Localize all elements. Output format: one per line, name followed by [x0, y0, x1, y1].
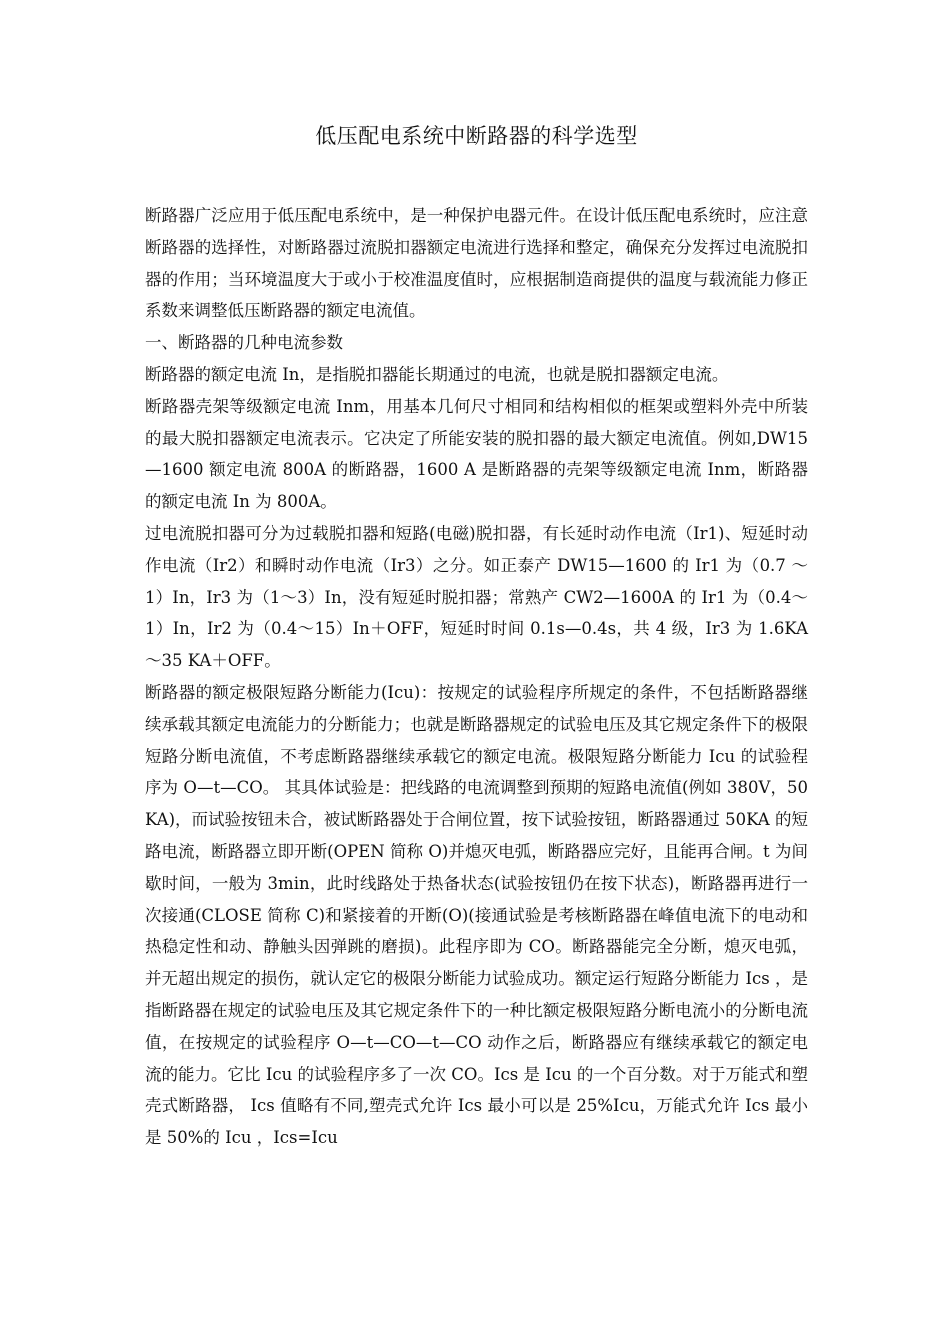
frame-current-paragraph: 断路器壳架等级额定电流 Inm，用基本几何尺寸相同和结构相似的框架或塑料外壳中所装的最大脱扣器额定电流表示。它决定了所能安装的脱扣器的最大额定电流值。例如,DW15—1600 额定电流 800A 的断路器，1600 A 是断路器的壳架等级额定电流 Inm，断路器的额定电流 In 为 800A。 — [145, 396, 808, 512]
trip-unit-paragraph: 过电流脱扣器可分为过载脱扣器和短路(电磁)脱扣器，有长延时动作电流（Ir1)、短延时动作电流（Ir2）和瞬时动作电流（Ir3）之分。如正泰产 DW15—1600 的 Ir1 为（0.7 ～1）In，Ir3 为（1～3）In，没有短延时脱扣器；常熟产 CW2—1600A 的 Ir1 为（0.4～1）In，Ir2 为（0.4～15）In＋OFF，短延时时间 0.1s—0.4s，共 4 级，Ir3 为 1.6KA～35 KA＋OFF。 — [145, 523, 808, 671]
document-title: 低压配电系统中断路器的科学选型 — [315, 124, 638, 148]
intro-paragraph: 断路器广泛应用于低压配电系统中，是一种保护电器元件。在设计低压配电系统时，应注意断路器的选择性，对断路器过流脱扣器额定电流进行选择和整定，确保充分发挥过电流脱扣器的作用；当环境温度大于或小于校准温度值时，应根据制造商提供的温度与载流能力修正系数来调整低压断路器的额定电流值。 — [145, 206, 808, 321]
document-page — [145, 116, 808, 1154]
breaking-capacity-paragraph: 断路器的额定极限短路分断能力(Icu)：按规定的试验程序所规定的条件，不包括断路器继续承载其额定电流能力的分断能力；也就是断路器规定的试验电压及其它规定条件下的极限短路分断电流值，不考虑断路器继续承载它的额定电流。极限短路分断能力 Icu 的试验程序为 O—t—CO。 其具体试验是：把线路的电流调整到预期的短路电流值(例如 380V，50KA)，而试验按钮未合，被试断路器处于合闸位置，按下试验按钮，断路器通过 50KA 的短路电流，断路器立即开断(OPEN 简称 O)并熄灭电弧，断路器应完好，且能再合闸。t 为间歇时间，一般为 3min，此时线路处于热备状态(试验按钮仍在按下状态)，断路器再进行一次接通(CLOSE 简称 C)和紧接着的开断(O)(接通试验是考核断路器在峰值电流下的电动和热稳定性和动、静触头因弹跳的磨损)。此程序即为 CO。断路器能完全分断，熄灭电弧，并无超出规定的损伤，就认定它的极限分断能力试验成功。额定运行短路分断能力 Ics ，是指断路器在规定的试验电压及其它规定条件下的一种比额定极限短路分断电流小的分断电流值，在按规定的试验程序 O—t—CO—t—CO 动作之后，断路器应有继续承载它的额定电流的能力。它比 Icu 的试验程序多了一次 CO。Ics 是 Icu 的一个百分数。对于万能式和塑壳式断路器， Ics 值略有不同,塑壳式允许 Ics 最小可以是 25%Icu，万能式允许 Ics 最小是 50%的 Icu ，Ics=Icu — [145, 682, 808, 1148]
rated-current-paragraph: 断路器的额定电流 In，是指脱扣器能长期通过的电流，也就是脱扣器额定电流。 — [145, 364, 729, 384]
section-heading: 一、断路器的几种电流参数 — [145, 333, 343, 353]
